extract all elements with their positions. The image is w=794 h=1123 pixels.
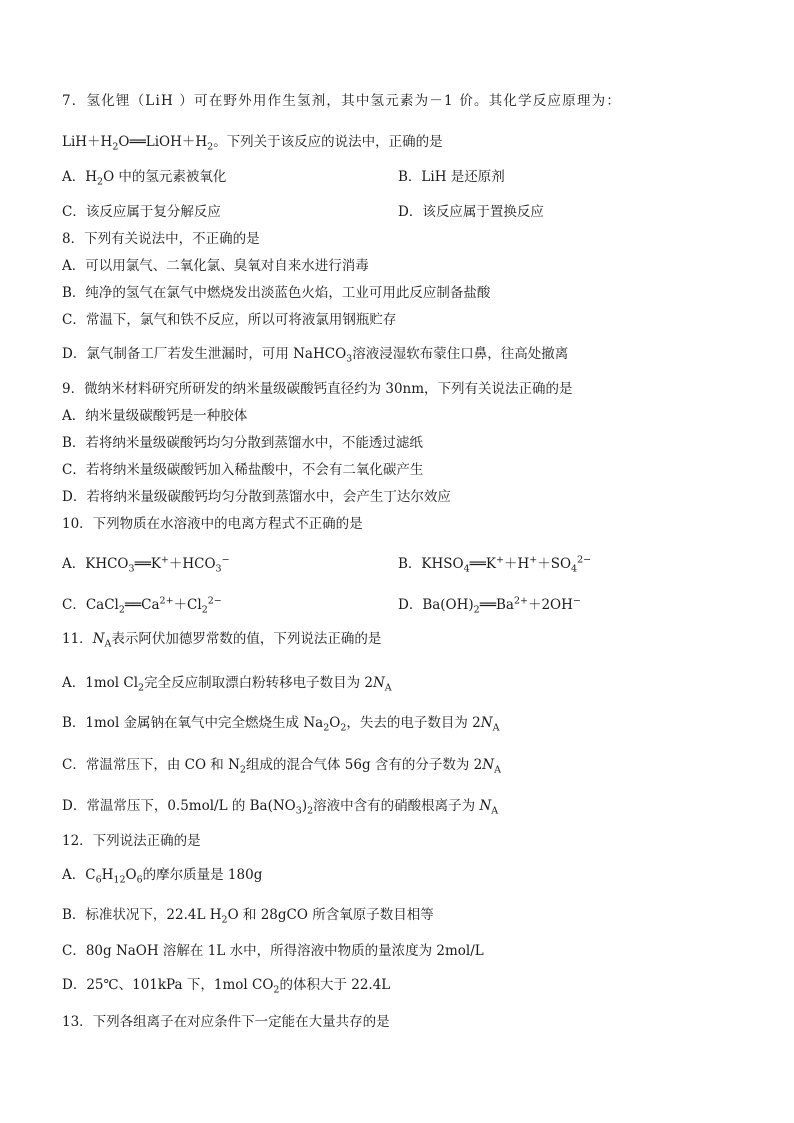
q7-option-b: B．LiH 是还原剂 <box>398 169 505 185</box>
q8-option-c: C．常温下，氯气和铁不反应，所以可将液氯用钢瓶贮存 <box>62 312 397 328</box>
q9-option-b: B．若将纳米量级碳酸钙均匀分散到蒸馏水中，不能透过滤纸 <box>62 435 423 451</box>
q9-option-c: C．若将纳米量级碳酸钙加入稀盐酸中，不会有二氧化碳产生 <box>62 462 424 478</box>
q11-option-c: C．常温常压下，由 CO 和 $N_2$组成的混合气体 56g 含有的分子数为 $2N_A$ <box>62 757 501 776</box>
q9-option-d: D．若将纳米量级碳酸钙均匀分散到蒸馏水中，会产生丁达尔效应 <box>62 489 451 505</box>
q7-stem-line1: 7．氢化锂（LiH ）可在野外用作生氢剂，其中氢元素为－1 价。其化学反应原理为： <box>62 93 622 109</box>
q8-option-a: A．可以用氯气、二氧化氯、臭氧对自来水进行消毒 <box>62 258 369 274</box>
q12-option-d: D．25℃、101kPa 下，1mol $CO_2$的体积大于 22.4L <box>62 977 391 996</box>
q11-stem: 11．$N_A$表示阿伏加德罗常数的值，下列说法正确的是 <box>62 631 382 650</box>
q12-option-b: B．标准状况下，22.4L $H_2O$ 和 28gCO 所含氧原子数目相等 <box>62 907 434 926</box>
q9-option-a: A．纳米量级碳酸钙是一种胶体 <box>62 408 248 424</box>
q10-option-b: B．$KHSO_4══K^++H^++SO_4^{2-}$ <box>398 554 592 575</box>
q10-option-c: C．$CaCl_2══Ca^{2+}+Cl_2^{2-}$ <box>62 595 222 616</box>
q7-option-d: D．该反应属于置换反应 <box>398 204 544 220</box>
q10-stem: 10．下列物质在水溶液中的电离方程式不正确的是 <box>62 516 363 532</box>
q7-option-a: A．$H_2O$ 中的氢元素被氧化 <box>62 169 227 188</box>
q11-option-a: A．1mol $Cl_2$完全反应制取漂白粉转移电子数目为 $2N_A$ <box>62 675 392 694</box>
q12-option-a: A．$C_6H_{12}O_6$的摩尔质量是 180g <box>62 867 263 886</box>
q10-option-a: A．$KHCO_3══K^++HCO_3^-$ <box>62 554 230 575</box>
q9-stem: 9．微纳米材料研究所研发的纳米量级碳酸钙直径约为 30nm，下列有关说法正确的是 <box>62 381 573 397</box>
q7-option-c: C．该反应属于复分解反应 <box>62 204 221 220</box>
q11-option-b: B．1mol 金属钠在氧气中完全燃烧生成 $Na_2O_2$，失去的电子数目为 $2N_A$ <box>62 715 500 734</box>
q11-option-d: D．常温常压下，0.5mol/L 的 $Ba(NO_3)_2$溶液中含有的硝酸根离子为 $N_A$ <box>62 798 499 817</box>
q8-stem: 8．下列有关说法中，不正确的是 <box>62 231 260 247</box>
q7-stem-line2: $LiH+H_2O══LiOH+H_2$。下列关于该反应的说法中，正确的是 <box>62 134 443 153</box>
q8-option-d: D．氯气制备工厂若发生泄漏时，可用 NaHCO$_3$溶液浸湿软布蒙住口鼻，往高处撤离 <box>62 346 569 365</box>
q10-option-d: D．$Ba(OH)_2══Ba^{2+}+2OH^-$ <box>398 595 581 616</box>
q8-option-b: B．纯净的氢气在氯气中燃烧发出淡蓝色火焰，工业可用此反应制备盐酸 <box>62 285 491 301</box>
q12-stem: 12．下列说法正确的是 <box>62 833 201 849</box>
q13-stem: 13．下列各组离子在对应条件下一定能在大量共存的是 <box>62 1014 390 1030</box>
q12-option-c: C．80g NaOH 溶解在 1L 水中，所得溶液中物质的量浓度为 2mol/L <box>62 943 484 959</box>
